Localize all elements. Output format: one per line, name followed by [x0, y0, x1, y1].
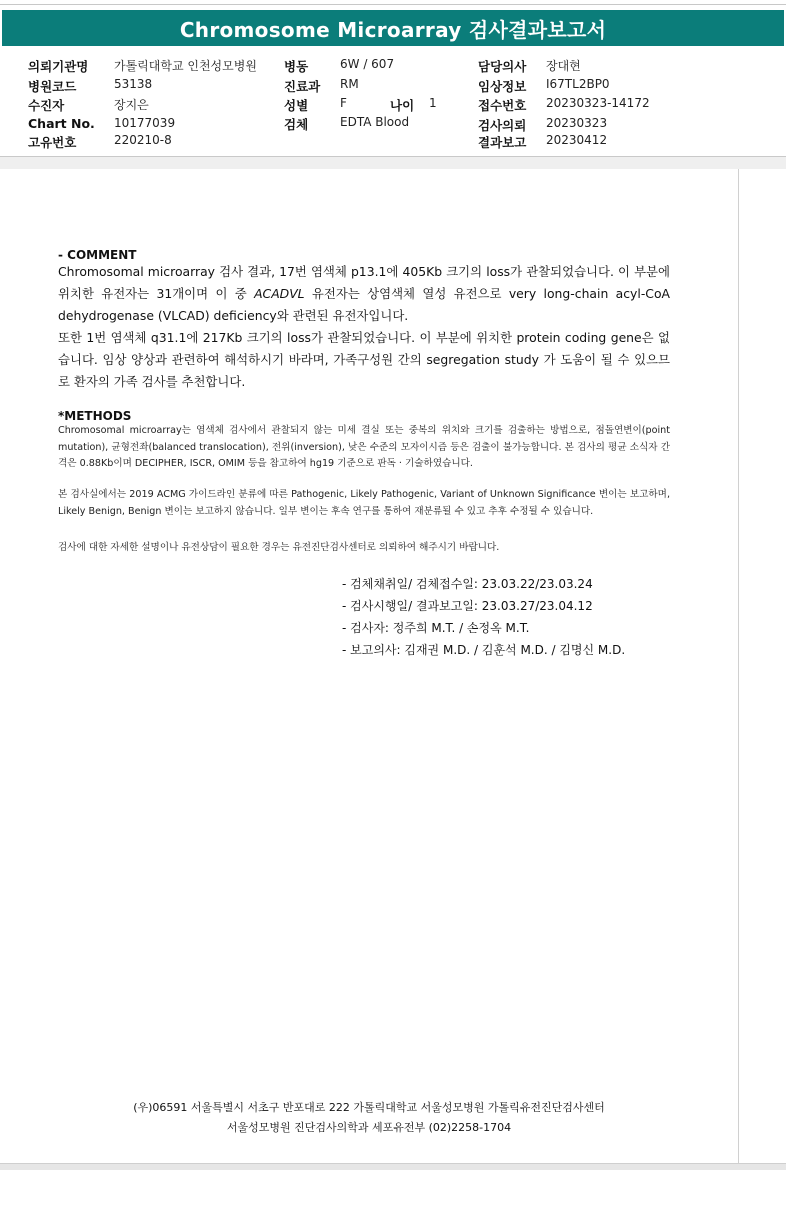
sex-value: F — [340, 96, 347, 110]
methods-paragraph-3: 검사에 대한 자세한 설명이나 유전상담이 필요한 경우는 유전진단검사센터로 의뢰하여 해주시기 바랍니다. — [58, 542, 500, 553]
methods-paragraph-1: Chromosomal microarray는 염색체 검사에서 관찰되지 않는 미세 결실 또는 중복의 위치와 크기를 검출하는 방법으로, 점돌연변이(point mutation), 균형전좌(balanced translocation), 전위(inversion), 낮은 수준의 모자이시즘 등은 검출이 불가능합니다. 본 검사의 평균 소식자 간격은 0.88Kb이며 DECIPHER, ISCR, OMIM 등을 참고하여 hg19 기준으로 판독 · 기술하였습니다. — [58, 425, 670, 469]
result-date-label: 결과보고 — [478, 135, 527, 150]
age-label: 나이 — [390, 98, 415, 113]
footer-address: (우)06591 서울특별시 서초구 반포대로 222 가톨릭대학교 서울성모병원 가톨릭유전진단검사센터 — [133, 1101, 605, 1114]
unique-no-label: 고유번호 — [28, 135, 77, 150]
dept-value: RM — [340, 77, 359, 91]
patient-label: 수진자 — [28, 98, 65, 113]
clinical-info-value: I67TL2BP0 — [546, 77, 610, 91]
top-divider — [0, 4, 786, 5]
test-dates: - 검사시행일/ 결과보고일: 23.03.27/23.04.12 — [342, 599, 593, 613]
receipt-no-label: 접수번호 — [478, 98, 527, 113]
chart-no-label: Chart No. — [28, 116, 95, 131]
patient-value: 장지은 — [114, 98, 149, 112]
sex-label: 성별 — [284, 98, 309, 113]
dept-label: 진료과 — [284, 79, 321, 94]
gene-name: ACADVL — [254, 286, 305, 301]
footer-department: 서울성모병원 진단검사의학과 세포유전부 (02)2258-1704 — [226, 1121, 512, 1134]
comment-paragraph-2: 또한 1번 염색체 q31.1에 217Kb 크기의 loss가 관찰되었습니다. 이 부분에 위치한 protein coding gene은 없습니다. 임상 양상과 관련하여 해석하시기 바라며, 가족구성원 간의 segregation study 가 도움이 될 수 있으므로 환자의 가족 검사를 추천합니다. — [58, 330, 670, 389]
institution-label: 의뢰기관명 — [28, 59, 89, 74]
request-date-label: 검사의뢰 — [478, 118, 527, 133]
doctor-label: 담당의사 — [478, 59, 527, 74]
doctor-value: 장대현 — [546, 59, 581, 73]
chart-no-value: 10177039 — [114, 116, 176, 130]
comment-body — [58, 261, 670, 393]
receipt-no-value: 20230323-14172 — [546, 96, 650, 110]
clinical-info-label: 임상정보 — [478, 79, 527, 94]
patient-info-header — [0, 54, 786, 154]
hospital-code-label: 병원코드 — [28, 79, 77, 94]
age-value: 1 — [429, 96, 437, 110]
comment-heading: - COMMENT — [58, 248, 137, 262]
methods-heading: *METHODS — [58, 409, 132, 423]
technicians: - 검사자: 정주희 M.T. / 손정옥 M.T. — [342, 621, 530, 635]
right-gutter — [739, 169, 786, 1163]
header-band — [0, 157, 786, 169]
result-date-value: 20230412 — [546, 133, 608, 147]
comment-paragraph-1: Chromosomal microarray 검사 결과, 17번 염색체 p13.1에 405Kb 크기의 loss가 관찰되었습니다. 이 부분에 위치한 유전자는 31개이며 이 중 ACADVL 유전자는 상염색체 열성 유전으로 very long-chain acyl-CoA dehydrogenase (VLCAD) deficiency와 관련된 유전자입니다. — [58, 264, 670, 323]
unique-no-value: 220210-8 — [114, 133, 172, 147]
specimen-label: 검체 — [284, 117, 309, 132]
collection-dates: - 검체채취일/ 검체접수일: 23.03.22/23.03.24 — [342, 577, 593, 591]
bottom-band — [0, 1163, 786, 1170]
ward-value: 6W / 607 — [340, 57, 395, 71]
report-title: Chromosome Microarray 검사결과보고서 — [2, 10, 784, 46]
specimen-value: EDTA Blood — [340, 115, 410, 129]
institution-value: 가톨릭대학교 인천성모병원 — [114, 59, 257, 73]
hospital-code-value: 53138 — [114, 77, 153, 91]
request-date-value: 20230323 — [546, 116, 608, 130]
reporting-physicians: - 보고의사: 김재권 M.D. / 김훈석 M.D. / 김명신 M.D. — [342, 643, 626, 657]
methods-paragraph-2: 본 검사실에서는 2019 ACMG 가이드라인 분류에 따른 Pathogenic, Likely Pathogenic, Variant of Unknown Significance 변이는 보고하며, Likely Benign, Benign 변이는 보고하지 않습니다. 일부 변이는 후속 연구를 통하여 재분류될 수 있고 추후 수정될 수 있습니다. — [58, 489, 670, 517]
signature-list — [342, 573, 625, 661]
ward-label: 병동 — [284, 59, 309, 74]
